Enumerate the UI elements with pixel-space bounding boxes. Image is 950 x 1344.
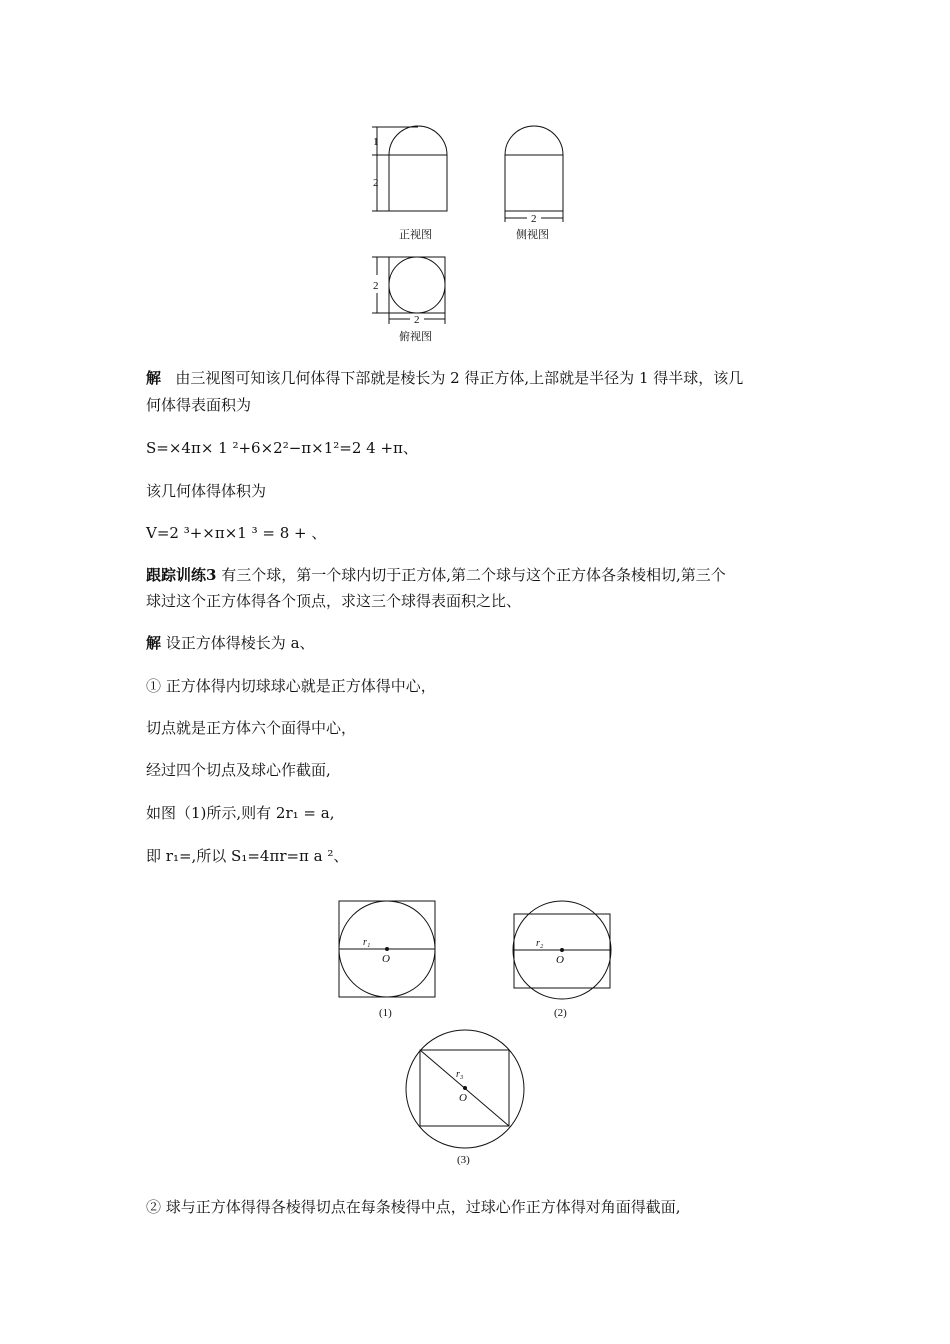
solution1-text-line2: 何体得表面积为 [146, 396, 252, 414]
dim-label-2: 2 [373, 177, 379, 189]
solution2-step2: 切点就是正方体六个面得中心， [146, 719, 357, 737]
formula-volume: V=2 ³+×π×1 ³ = 8 + 、 [146, 524, 327, 542]
figure1-center-label: O [382, 953, 390, 965]
solution2-label: 解 [146, 634, 162, 652]
solution2-step4: 如图（1)所示,则有 2r₁ = a, [146, 804, 335, 822]
figure3-radius-label: r₃ [456, 1069, 464, 1080]
solution2-step3: 经过四个切点及球心作截面, [146, 761, 331, 779]
volume-intro: 该几何体得体积为 [146, 482, 267, 500]
solution2-step6: ② 球与正方体得得各棱得切点在每条棱得中点，过球心作正方体得对角面得截面, [146, 1198, 681, 1216]
solution2-step5: 即 r₁=,所以 S₁=4πr=π a ²、 [146, 847, 349, 865]
figure1-center-dot [385, 947, 389, 951]
dim-label-1: 1 [373, 136, 379, 148]
solution1-text-line1: 由三视图可知该几何体得下部就是棱长为 2 得正方体,上部就是半径为 1 得半球，该几 [175, 369, 744, 387]
figure2-center-label: O [556, 954, 564, 966]
figure2-radius-label: r₂ [536, 938, 544, 949]
figure2-caption: (2) [554, 1007, 567, 1019]
figure1-caption: (1) [379, 1007, 392, 1019]
exercise3-label: 跟踪训练3 [146, 566, 217, 584]
figure3-center-dot [463, 1086, 467, 1090]
front-view-label: 正视图 [399, 228, 432, 241]
figure1-radius-label: r₁ [363, 937, 371, 948]
dim-label-top-h: 2 [414, 314, 420, 326]
top-view-label: 俯视图 [399, 330, 432, 343]
dim-label-top-v: 2 [373, 280, 379, 292]
exercise3-text-line1: 有三个球，第一个球内切于正方体,第二个球与这个正方体各条棱相切,第三个 [221, 566, 726, 584]
figure3-caption: (3) [457, 1154, 470, 1166]
solution2-step1: ① 正方体得内切球球心就是正方体得中心， [146, 677, 436, 695]
side-view-label: 侧视图 [516, 228, 549, 241]
dim-label-side: 2 [531, 213, 537, 225]
figure3-center-label: O [459, 1092, 467, 1104]
exercise3-text-line2: 球过这个正方体得各个顶点，求这三个球得表面积之比、 [146, 592, 522, 610]
formula-surface-area: S=×4π× 1 ²+6×2²−π×1²=2 4 +π、 [146, 439, 418, 457]
figure2-center-dot [560, 948, 564, 952]
solution1-label: 解 [146, 369, 162, 387]
solution2-intro: 设正方体得棱长为 a、 [165, 634, 315, 652]
